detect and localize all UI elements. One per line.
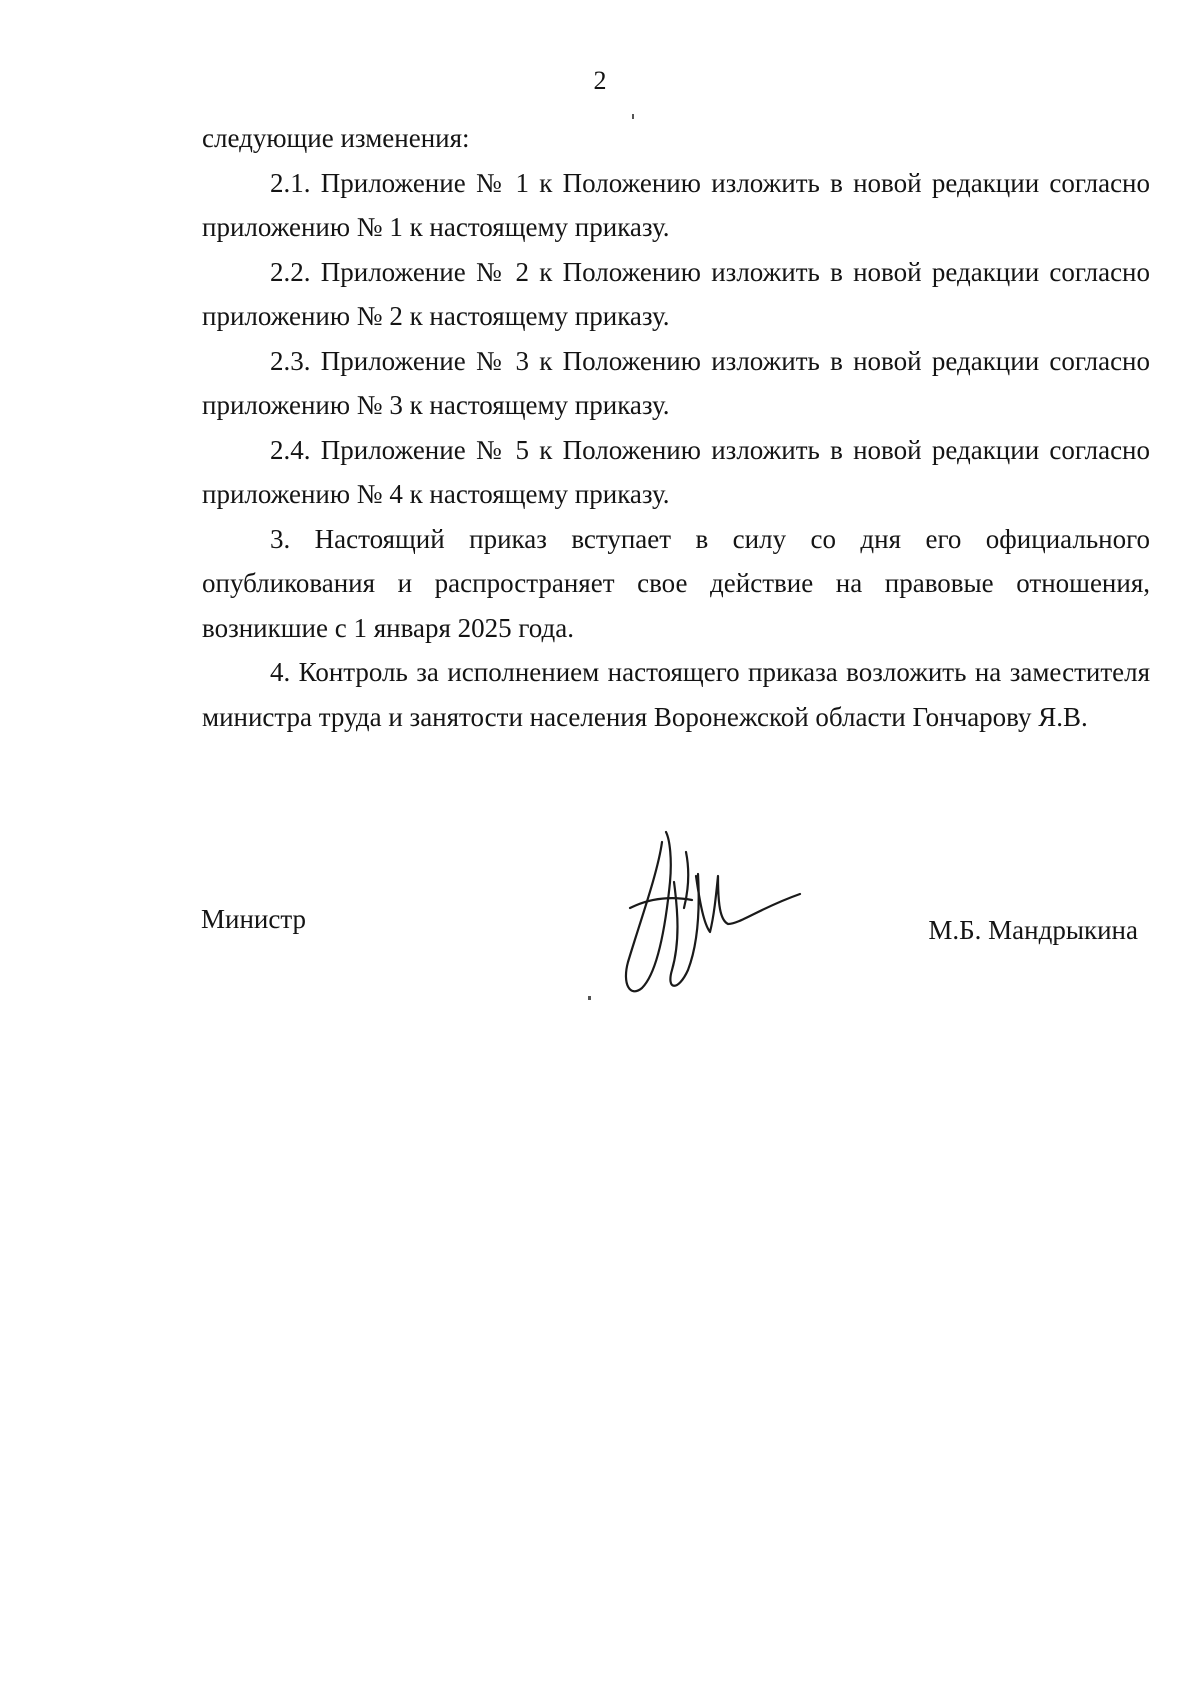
page-number: 2 bbox=[593, 66, 607, 95]
paragraph-2-4: 2.4. Приложение № 5 к Положению изложить в новой редакции согласно приложению № 4 к настоящему приказу. bbox=[202, 434, 1150, 509]
scan-speck bbox=[588, 996, 591, 1000]
signature-icon bbox=[600, 812, 810, 1002]
document-body bbox=[202, 116, 1150, 739]
signatory-name: М.Б. Мандрыкина bbox=[928, 915, 1138, 945]
paragraph-2-3: 2.3. Приложение № 3 к Положению изложить в новой редакции согласно приложению № 3 к настоящему приказу. bbox=[202, 345, 1150, 420]
paragraph-3: 3. Настоящий приказ вступает в силу со дня его официального опубликования и распространяет свое действие на правовые отношения, возникшие с 1 января 2025 года. bbox=[202, 523, 1150, 643]
paragraph-intro: следующие изменения: bbox=[202, 123, 470, 153]
paragraph-2-2: 2.2. Приложение № 2 к Положению изложить в новой редакции согласно приложению № 2 к настоящему приказу. bbox=[202, 256, 1150, 331]
paragraph-4: 4. Контроль за исполнением настоящего приказа возложить на заместителя министра труда и занятости населения Воронежской области Гончарову Я.В. bbox=[202, 657, 1150, 732]
signatory-position: Министр bbox=[201, 904, 306, 934]
paragraph-2-1: 2.1. Приложение № 1 к Положению изложить в новой редакции согласно приложению № 1 к настоящему приказу. bbox=[202, 167, 1150, 242]
